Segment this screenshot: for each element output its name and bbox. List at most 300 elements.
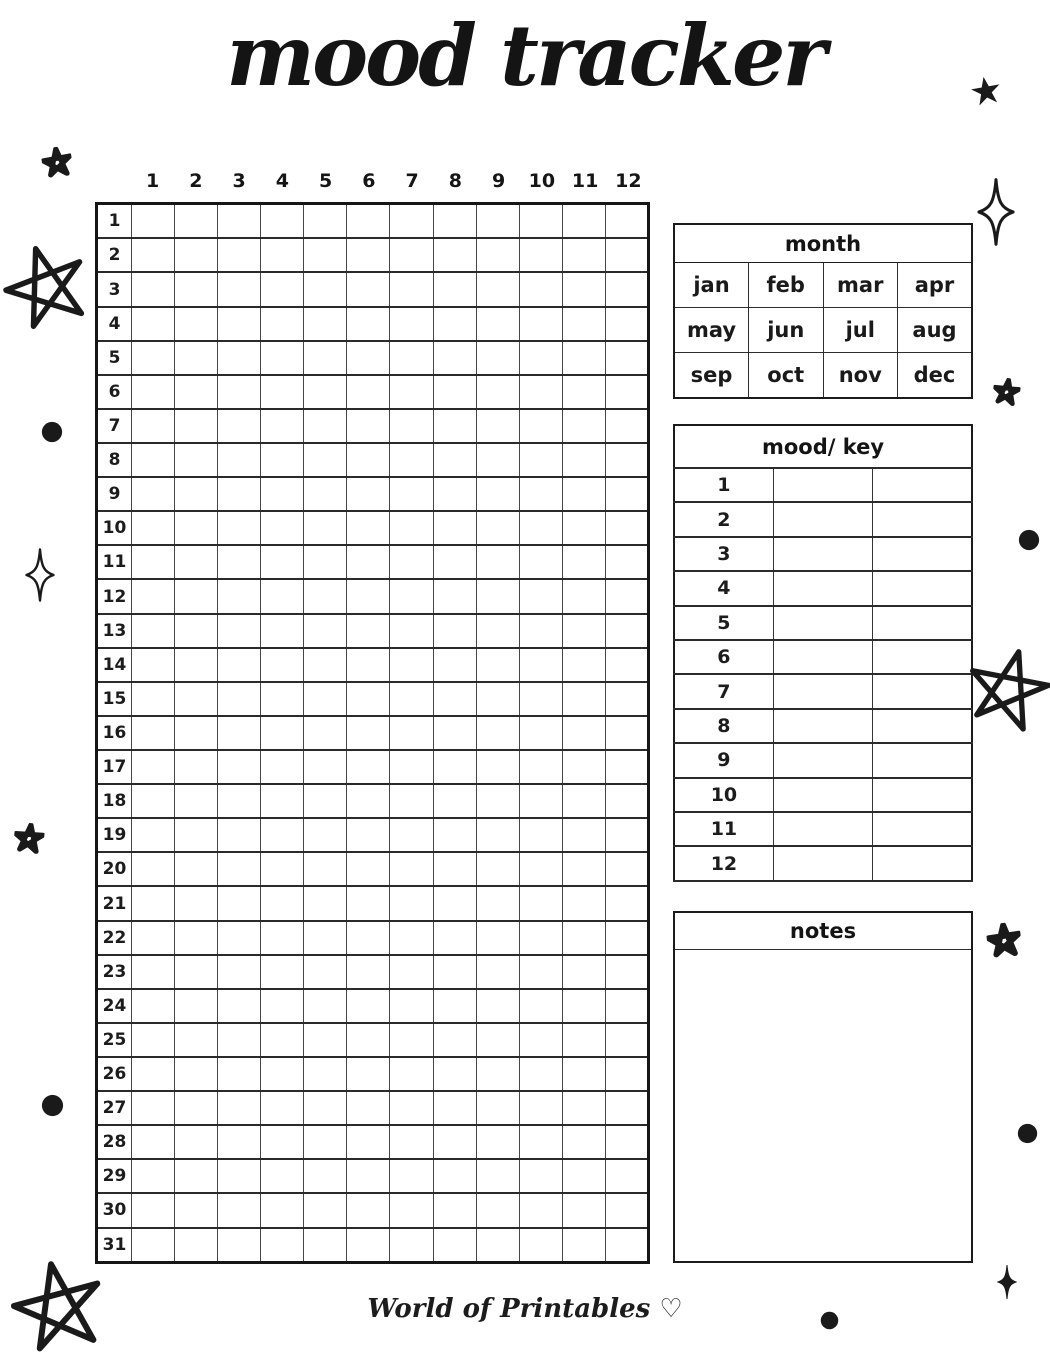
mood-grid-cell[interactable] (132, 648, 175, 682)
mood-grid-cell[interactable] (218, 579, 261, 613)
mood-grid-cell[interactable] (261, 375, 304, 409)
mood-grid-cell[interactable] (519, 238, 562, 272)
mood-grid-cell[interactable] (261, 307, 304, 341)
mood-grid-cell[interactable] (390, 307, 433, 341)
mood-key-entry-field[interactable] (773, 743, 872, 777)
mood-grid-cell[interactable] (261, 648, 304, 682)
mood-grid-cell[interactable] (605, 614, 648, 648)
mood-grid-cell[interactable] (476, 818, 519, 852)
month-option-mar[interactable]: mar (823, 263, 898, 308)
mood-grid-cell[interactable] (519, 818, 562, 852)
mood-grid-cell[interactable] (347, 477, 390, 511)
month-option-nov[interactable]: nov (823, 352, 898, 398)
mood-grid-cell[interactable] (304, 1159, 347, 1193)
mood-grid-cell[interactable] (390, 818, 433, 852)
mood-grid-cell[interactable] (218, 614, 261, 648)
mood-grid-cell[interactable] (304, 1193, 347, 1227)
mood-grid-cell[interactable] (519, 1193, 562, 1227)
mood-grid-cell[interactable] (175, 307, 218, 341)
mood-grid-cell[interactable] (519, 750, 562, 784)
mood-grid-cell[interactable] (261, 545, 304, 579)
mood-grid-cell[interactable] (304, 272, 347, 306)
mood-grid-cell[interactable] (304, 1125, 347, 1159)
mood-grid-cell[interactable] (433, 614, 476, 648)
mood-grid-cell[interactable] (390, 1159, 433, 1193)
mood-grid-cell[interactable] (304, 921, 347, 955)
mood-grid-cell[interactable] (261, 1057, 304, 1091)
mood-grid-cell[interactable] (433, 409, 476, 443)
mood-grid-cell[interactable] (218, 1091, 261, 1125)
mood-grid-cell[interactable] (175, 989, 218, 1023)
mood-grid-cell[interactable] (433, 545, 476, 579)
mood-grid-cell[interactable] (175, 511, 218, 545)
mood-grid-cell[interactable] (132, 1228, 175, 1263)
mood-grid-cell[interactable] (562, 1091, 605, 1125)
mood-grid-cell[interactable] (519, 1091, 562, 1125)
mood-grid-cell[interactable] (261, 921, 304, 955)
mood-grid-cell[interactable] (304, 409, 347, 443)
mood-key-entry-field[interactable] (773, 537, 872, 571)
mood-grid-cell[interactable] (476, 1023, 519, 1057)
mood-grid-cell[interactable] (132, 1023, 175, 1057)
mood-grid-cell[interactable] (261, 1159, 304, 1193)
mood-grid-cell[interactable] (218, 341, 261, 375)
mood-grid-cell[interactable] (347, 682, 390, 716)
mood-grid-cell[interactable] (605, 511, 648, 545)
mood-grid-cell[interactable] (347, 545, 390, 579)
mood-grid-cell[interactable] (562, 409, 605, 443)
mood-grid-cell[interactable] (261, 272, 304, 306)
mood-grid-cell[interactable] (605, 579, 648, 613)
mood-grid-cell[interactable] (390, 886, 433, 920)
mood-grid-cell[interactable] (175, 238, 218, 272)
mood-grid-cell[interactable] (261, 511, 304, 545)
mood-grid-cell[interactable] (519, 204, 562, 239)
mood-grid-cell[interactable] (304, 307, 347, 341)
mood-grid-cell[interactable] (605, 545, 648, 579)
mood-grid-cell[interactable] (562, 852, 605, 886)
mood-grid-cell[interactable] (519, 511, 562, 545)
mood-grid-cell[interactable] (175, 1091, 218, 1125)
mood-grid-cell[interactable] (304, 341, 347, 375)
mood-grid-cell[interactable] (476, 1091, 519, 1125)
mood-grid-cell[interactable] (433, 272, 476, 306)
mood-grid-cell[interactable] (605, 852, 648, 886)
mood-grid-cell[interactable] (390, 989, 433, 1023)
mood-grid-cell[interactable] (476, 921, 519, 955)
mood-grid-cell[interactable] (476, 1057, 519, 1091)
mood-grid-cell[interactable] (347, 955, 390, 989)
mood-grid-cell[interactable] (476, 784, 519, 818)
mood-grid-cell[interactable] (347, 750, 390, 784)
mood-grid-cell[interactable] (519, 955, 562, 989)
mood-grid-cell[interactable] (476, 886, 519, 920)
mood-grid-cell[interactable] (218, 204, 261, 239)
mood-grid-cell[interactable] (519, 375, 562, 409)
mood-grid-cell[interactable] (347, 307, 390, 341)
mood-grid-cell[interactable] (261, 1023, 304, 1057)
month-option-oct[interactable]: oct (749, 352, 824, 398)
mood-grid-cell[interactable] (175, 341, 218, 375)
mood-grid-cell[interactable] (132, 375, 175, 409)
mood-grid-cell[interactable] (433, 579, 476, 613)
mood-grid-cell[interactable] (261, 1125, 304, 1159)
mood-grid-cell[interactable] (304, 511, 347, 545)
mood-grid-cell[interactable] (390, 477, 433, 511)
mood-grid-cell[interactable] (476, 852, 519, 886)
mood-grid-cell[interactable] (433, 443, 476, 477)
mood-grid-cell[interactable] (218, 443, 261, 477)
mood-grid-cell[interactable] (562, 272, 605, 306)
mood-grid-cell[interactable] (261, 341, 304, 375)
mood-grid-cell[interactable] (261, 852, 304, 886)
mood-grid-cell[interactable] (261, 818, 304, 852)
mood-grid-cell[interactable] (175, 614, 218, 648)
mood-grid-cell[interactable] (218, 1159, 261, 1193)
mood-grid-cell[interactable] (132, 750, 175, 784)
mood-grid-cell[interactable] (132, 579, 175, 613)
mood-grid-cell[interactable] (562, 750, 605, 784)
mood-grid-cell[interactable] (476, 716, 519, 750)
mood-grid-cell[interactable] (476, 443, 519, 477)
mood-grid-cell[interactable] (175, 1125, 218, 1159)
mood-grid-cell[interactable] (304, 716, 347, 750)
mood-grid-cell[interactable] (605, 1125, 648, 1159)
mood-grid-cell[interactable] (433, 1023, 476, 1057)
mood-grid-cell[interactable] (218, 989, 261, 1023)
mood-grid-cell[interactable] (562, 238, 605, 272)
mood-grid-cell[interactable] (390, 409, 433, 443)
mood-grid-cell[interactable] (132, 682, 175, 716)
mood-grid-cell[interactable] (175, 477, 218, 511)
mood-grid-cell[interactable] (605, 750, 648, 784)
mood-grid-cell[interactable] (562, 1125, 605, 1159)
mood-grid-cell[interactable] (605, 307, 648, 341)
mood-grid-cell[interactable] (605, 648, 648, 682)
mood-grid-cell[interactable] (390, 272, 433, 306)
mood-grid-cell[interactable] (261, 750, 304, 784)
mood-grid-cell[interactable] (347, 1193, 390, 1227)
mood-grid-cell[interactable] (476, 1228, 519, 1263)
mood-grid-cell[interactable] (605, 238, 648, 272)
mood-grid-cell[interactable] (132, 545, 175, 579)
mood-grid-cell[interactable] (433, 682, 476, 716)
mood-grid-cell[interactable] (433, 341, 476, 375)
mood-grid-cell[interactable] (347, 614, 390, 648)
mood-grid-cell[interactable] (390, 1193, 433, 1227)
mood-grid-cell[interactable] (218, 1228, 261, 1263)
mood-key-entry-field[interactable] (773, 846, 872, 881)
mood-grid-cell[interactable] (433, 784, 476, 818)
mood-grid-cell[interactable] (132, 614, 175, 648)
mood-grid-cell[interactable] (519, 682, 562, 716)
mood-grid-cell[interactable] (175, 443, 218, 477)
mood-grid-cell[interactable] (390, 1091, 433, 1125)
mood-grid-cell[interactable] (175, 716, 218, 750)
mood-grid-cell[interactable] (519, 989, 562, 1023)
mood-grid-cell[interactable] (519, 1228, 562, 1263)
mood-grid-cell[interactable] (390, 648, 433, 682)
mood-grid-cell[interactable] (605, 272, 648, 306)
mood-grid-cell[interactable] (519, 1023, 562, 1057)
mood-key-entry-field[interactable] (773, 468, 872, 502)
mood-key-entry-field[interactable] (773, 778, 872, 812)
mood-grid-cell[interactable] (261, 682, 304, 716)
mood-grid-cell[interactable] (218, 1057, 261, 1091)
mood-grid-cell[interactable] (132, 272, 175, 306)
mood-grid-cell[interactable] (304, 648, 347, 682)
mood-grid-cell[interactable] (132, 307, 175, 341)
mood-grid-cell[interactable] (562, 375, 605, 409)
mood-grid-cell[interactable] (390, 511, 433, 545)
mood-grid-cell[interactable] (476, 1125, 519, 1159)
mood-grid-cell[interactable] (605, 409, 648, 443)
mood-grid-cell[interactable] (304, 443, 347, 477)
mood-grid-cell[interactable] (562, 1023, 605, 1057)
month-option-dec[interactable]: dec (898, 352, 973, 398)
mood-grid-cell[interactable] (347, 852, 390, 886)
mood-grid-cell[interactable] (433, 818, 476, 852)
mood-grid-cell[interactable] (605, 886, 648, 920)
mood-grid-cell[interactable] (519, 272, 562, 306)
mood-grid-cell[interactable] (261, 1228, 304, 1263)
mood-grid-cell[interactable] (347, 989, 390, 1023)
mood-grid-cell[interactable] (218, 477, 261, 511)
mood-grid-cell[interactable] (519, 1159, 562, 1193)
mood-grid-cell[interactable] (476, 682, 519, 716)
mood-grid-cell[interactable] (605, 477, 648, 511)
mood-grid-cell[interactable] (519, 545, 562, 579)
mood-grid-cell[interactable] (175, 886, 218, 920)
mood-grid-cell[interactable] (562, 682, 605, 716)
mood-grid-cell[interactable] (476, 1193, 519, 1227)
mood-grid-cell[interactable] (562, 307, 605, 341)
mood-grid-cell[interactable] (218, 818, 261, 852)
mood-grid-cell[interactable] (175, 648, 218, 682)
mood-grid-cell[interactable] (519, 784, 562, 818)
mood-key-entry-field[interactable] (773, 502, 872, 536)
mood-grid-cell[interactable] (218, 750, 261, 784)
mood-grid-cell[interactable] (605, 1193, 648, 1227)
mood-key-entry-field[interactable] (773, 571, 872, 605)
mood-grid-cell[interactable] (218, 1125, 261, 1159)
mood-grid-cell[interactable] (347, 921, 390, 955)
mood-grid-cell[interactable] (261, 443, 304, 477)
mood-grid-cell[interactable] (218, 1193, 261, 1227)
mood-grid-cell[interactable] (304, 886, 347, 920)
mood-grid-cell[interactable] (519, 579, 562, 613)
mood-grid-cell[interactable] (132, 818, 175, 852)
mood-grid-cell[interactable] (433, 238, 476, 272)
mood-grid-cell[interactable] (562, 716, 605, 750)
mood-grid-cell[interactable] (562, 955, 605, 989)
mood-grid-cell[interactable] (132, 409, 175, 443)
mood-grid-cell[interactable] (476, 989, 519, 1023)
mood-grid-cell[interactable] (132, 1159, 175, 1193)
mood-grid-cell[interactable] (390, 375, 433, 409)
mood-grid-cell[interactable] (519, 341, 562, 375)
mood-grid-cell[interactable] (218, 511, 261, 545)
mood-grid-cell[interactable] (175, 818, 218, 852)
mood-grid-cell[interactable] (605, 716, 648, 750)
mood-key-entry-field[interactable] (773, 674, 872, 708)
mood-grid-cell[interactable] (605, 955, 648, 989)
mood-grid-cell[interactable] (476, 409, 519, 443)
month-option-apr[interactable]: apr (898, 263, 973, 308)
mood-grid-cell[interactable] (390, 716, 433, 750)
mood-grid-cell[interactable] (390, 238, 433, 272)
mood-grid-cell[interactable] (132, 1125, 175, 1159)
mood-grid-cell[interactable] (519, 1125, 562, 1159)
mood-grid-cell[interactable] (304, 989, 347, 1023)
mood-grid-cell[interactable] (175, 545, 218, 579)
mood-grid-cell[interactable] (218, 238, 261, 272)
mood-grid-cell[interactable] (519, 716, 562, 750)
mood-grid-cell[interactable] (261, 886, 304, 920)
mood-grid-cell[interactable] (132, 477, 175, 511)
mood-grid-cell[interactable] (433, 1159, 476, 1193)
mood-grid-cell[interactable] (562, 204, 605, 239)
month-option-jun[interactable]: jun (749, 307, 824, 352)
mood-grid-cell[interactable] (476, 1159, 519, 1193)
mood-grid-cell[interactable] (519, 409, 562, 443)
mood-grid-cell[interactable] (390, 750, 433, 784)
mood-grid-cell[interactable] (261, 579, 304, 613)
mood-grid-cell[interactable] (218, 852, 261, 886)
mood-grid-cell[interactable] (347, 409, 390, 443)
mood-key-entry-field[interactable] (773, 709, 872, 743)
mood-grid-cell[interactable] (605, 989, 648, 1023)
mood-grid-cell[interactable] (605, 204, 648, 239)
mood-grid-cell[interactable] (390, 579, 433, 613)
mood-grid-cell[interactable] (175, 1057, 218, 1091)
mood-grid-cell[interactable] (175, 375, 218, 409)
mood-grid-cell[interactable] (347, 375, 390, 409)
mood-grid-cell[interactable] (433, 955, 476, 989)
mood-key-entry-field[interactable] (773, 812, 872, 846)
notes-area[interactable] (675, 950, 971, 1261)
mood-grid-cell[interactable] (476, 238, 519, 272)
mood-grid-cell[interactable] (261, 989, 304, 1023)
mood-grid-cell[interactable] (175, 272, 218, 306)
mood-key-entry-field[interactable] (773, 606, 872, 640)
mood-grid-cell[interactable] (433, 648, 476, 682)
mood-grid-cell[interactable] (347, 443, 390, 477)
mood-grid-cell[interactable] (261, 1193, 304, 1227)
mood-grid-cell[interactable] (132, 443, 175, 477)
mood-grid-cell[interactable] (605, 375, 648, 409)
mood-grid-cell[interactable] (562, 511, 605, 545)
mood-grid-cell[interactable] (390, 1228, 433, 1263)
mood-grid-cell[interactable] (519, 921, 562, 955)
mood-grid-cell[interactable] (562, 443, 605, 477)
mood-grid-cell[interactable] (605, 1057, 648, 1091)
mood-grid-cell[interactable] (175, 784, 218, 818)
mood-grid-cell[interactable] (433, 716, 476, 750)
mood-grid-cell[interactable] (433, 375, 476, 409)
mood-grid-cell[interactable] (304, 784, 347, 818)
mood-key-entry-field[interactable] (773, 640, 872, 674)
mood-grid-cell[interactable] (562, 818, 605, 852)
mood-grid-cell[interactable] (390, 1125, 433, 1159)
mood-grid-cell[interactable] (476, 272, 519, 306)
mood-grid-cell[interactable] (347, 511, 390, 545)
mood-grid-cell[interactable] (132, 921, 175, 955)
mood-grid-cell[interactable] (175, 955, 218, 989)
mood-grid-cell[interactable] (218, 648, 261, 682)
mood-grid-cell[interactable] (605, 682, 648, 716)
mood-grid-cell[interactable] (175, 1159, 218, 1193)
mood-grid-cell[interactable] (347, 204, 390, 239)
mood-grid-cell[interactable] (261, 477, 304, 511)
mood-grid-cell[interactable] (433, 886, 476, 920)
mood-grid-cell[interactable] (132, 784, 175, 818)
mood-grid-cell[interactable] (175, 204, 218, 239)
mood-grid-cell[interactable] (433, 1228, 476, 1263)
month-option-jul[interactable]: jul (823, 307, 898, 352)
mood-grid-cell[interactable] (218, 886, 261, 920)
mood-grid-cell[interactable] (304, 375, 347, 409)
mood-grid-cell[interactable] (433, 204, 476, 239)
mood-grid-cell[interactable] (304, 238, 347, 272)
mood-grid-cell[interactable] (132, 886, 175, 920)
mood-grid-cell[interactable] (519, 1057, 562, 1091)
mood-grid-cell[interactable] (261, 409, 304, 443)
mood-grid-cell[interactable] (347, 272, 390, 306)
mood-grid-cell[interactable] (433, 921, 476, 955)
mood-grid-cell[interactable] (347, 1159, 390, 1193)
mood-grid-cell[interactable] (261, 1091, 304, 1125)
mood-grid-cell[interactable] (476, 375, 519, 409)
mood-grid-cell[interactable] (304, 204, 347, 239)
mood-grid-cell[interactable] (476, 955, 519, 989)
mood-grid-cell[interactable] (304, 477, 347, 511)
mood-grid-cell[interactable] (476, 750, 519, 784)
mood-grid-cell[interactable] (562, 545, 605, 579)
mood-grid-cell[interactable] (390, 921, 433, 955)
mood-grid-cell[interactable] (519, 443, 562, 477)
mood-grid-cell[interactable] (433, 477, 476, 511)
mood-grid-cell[interactable] (605, 1091, 648, 1125)
mood-grid-cell[interactable] (605, 784, 648, 818)
mood-grid-cell[interactable] (175, 1023, 218, 1057)
mood-grid-cell[interactable] (562, 784, 605, 818)
mood-grid-cell[interactable] (304, 545, 347, 579)
mood-grid-cell[interactable] (433, 1125, 476, 1159)
mood-grid-cell[interactable] (132, 204, 175, 239)
mood-grid-cell[interactable] (218, 1023, 261, 1057)
mood-grid-cell[interactable] (605, 443, 648, 477)
mood-grid-cell[interactable] (562, 1159, 605, 1193)
mood-grid-cell[interactable] (347, 716, 390, 750)
mood-grid-cell[interactable] (304, 1091, 347, 1125)
mood-grid-cell[interactable] (562, 1193, 605, 1227)
mood-grid-cell[interactable] (347, 1125, 390, 1159)
mood-grid-cell[interactable] (390, 443, 433, 477)
mood-grid-cell[interactable] (175, 852, 218, 886)
mood-grid-cell[interactable] (390, 204, 433, 239)
mood-grid-cell[interactable] (562, 886, 605, 920)
mood-grid-cell[interactable] (175, 1228, 218, 1263)
mood-grid-cell[interactable] (433, 852, 476, 886)
mood-grid-cell[interactable] (390, 1023, 433, 1057)
mood-grid-cell[interactable] (562, 648, 605, 682)
mood-grid-cell[interactable] (261, 955, 304, 989)
mood-grid-cell[interactable] (132, 341, 175, 375)
mood-grid-cell[interactable] (433, 989, 476, 1023)
mood-grid-cell[interactable] (390, 545, 433, 579)
mood-grid-cell[interactable] (175, 750, 218, 784)
